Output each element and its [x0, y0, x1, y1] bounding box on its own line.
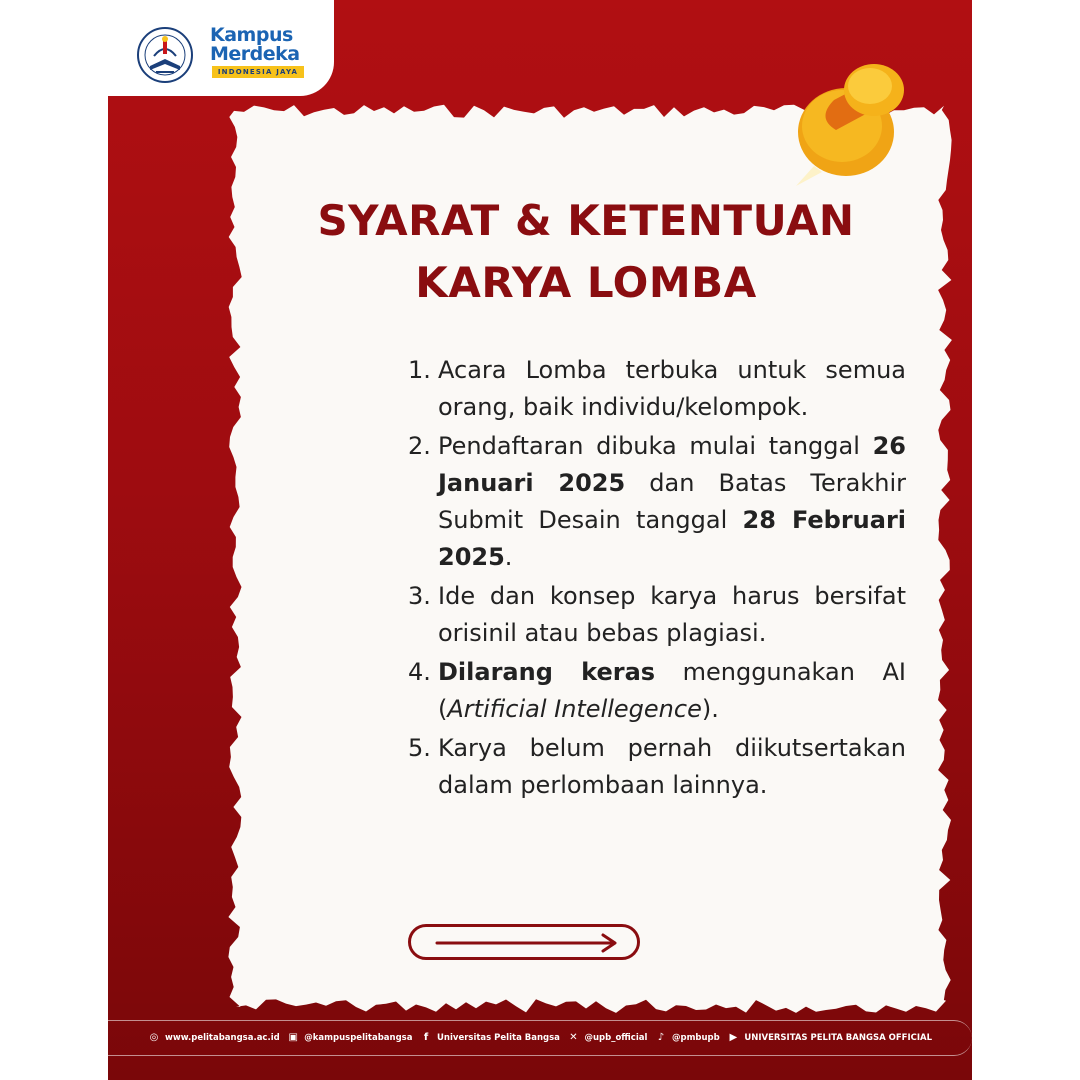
footer-link-label: UNIVERSITAS PELITA BANGSA OFFICIAL [744, 1033, 932, 1043]
rule-text-part: Karya belum pernah diikutsertakan dalam perlombaan lainnya. [438, 734, 906, 799]
poster [108, 0, 972, 1080]
rule-text-bold: 28 Februari 2025 [438, 506, 907, 571]
logo-tab [108, 0, 334, 96]
brand-title [210, 26, 330, 64]
footer-link[interactable] [727, 1032, 932, 1044]
rule-text-part: . [504, 543, 513, 571]
footer-link-label: @kampuspelitabangsa [304, 1033, 413, 1043]
footer-link-label: www.pelitabangsa.ac.id [165, 1033, 280, 1043]
footer-link[interactable] [568, 1032, 648, 1044]
footer-link[interactable] [420, 1032, 560, 1044]
page-title [236, 190, 936, 314]
rule-item [408, 654, 906, 728]
university-emblem-icon [136, 26, 194, 84]
rule-number: 4. [408, 658, 431, 686]
rule-text [438, 428, 906, 576]
rule-number: 3. [408, 582, 431, 610]
title-line1: SYARAT & KETENTUAN [317, 196, 855, 245]
brand-title-line2: Merdeka [210, 43, 300, 65]
rules-list [408, 352, 906, 806]
rule-item [408, 428, 906, 576]
rule-text [438, 352, 906, 426]
footer-link-label: @upb_official [584, 1033, 648, 1043]
rule-text-part: dan Batas Terakhir Submit Desain tanggal [438, 469, 906, 534]
brand-subtitle: INDONESIA JAYA [212, 66, 304, 78]
brand-title-line1: Kampus [210, 24, 293, 46]
facebook-icon: f [423, 1032, 429, 1043]
rule-number: 2. [408, 432, 431, 460]
rule-number: 1. [408, 356, 431, 384]
rule-text-part: ). [701, 695, 719, 723]
footer-link-label: @pmbupb [671, 1033, 720, 1043]
x-icon: ✕ [569, 1032, 578, 1043]
rule-text [438, 654, 906, 728]
arrow-right-icon [435, 933, 621, 953]
rule-text-bold: Dilarang keras [438, 658, 656, 686]
rule-text [438, 730, 906, 804]
rule-item [408, 578, 906, 652]
youtube-icon: ▶ [729, 1032, 738, 1043]
next-button[interactable] [408, 924, 640, 960]
footer-bar [108, 1020, 972, 1056]
rule-item [408, 730, 906, 804]
push-pin-icon [776, 46, 926, 196]
footer-link[interactable] [655, 1032, 720, 1044]
footer-link[interactable] [287, 1032, 412, 1044]
footer-link[interactable] [148, 1032, 280, 1044]
tiktok-icon: ♪ [657, 1032, 665, 1043]
rule-text-part: Ide dan konsep karya harus bersifat orisinil atau bebas plagiasi. [438, 582, 906, 647]
instagram-icon: ▣ [288, 1032, 298, 1043]
rule-item [408, 352, 906, 426]
globe-icon: ◎ [149, 1032, 159, 1043]
rule-text [438, 578, 906, 652]
rule-number: 5. [408, 734, 431, 762]
rule-text-part: menggunakan AI ( [438, 658, 906, 723]
rule-text-part: Acara Lomba terbuka untuk semua orang, baik individu/kelompok. [438, 356, 906, 421]
title-line2: KARYA LOMBA [415, 258, 757, 307]
footer-link-label: Universitas Pelita Bangsa [437, 1033, 560, 1043]
rule-text-italic: Artificial Intellegence [447, 695, 702, 723]
rule-text-bold: 26 Januari 2025 [438, 432, 906, 497]
rule-text-part: Pendaftaran dibuka mulai tanggal [438, 432, 873, 460]
